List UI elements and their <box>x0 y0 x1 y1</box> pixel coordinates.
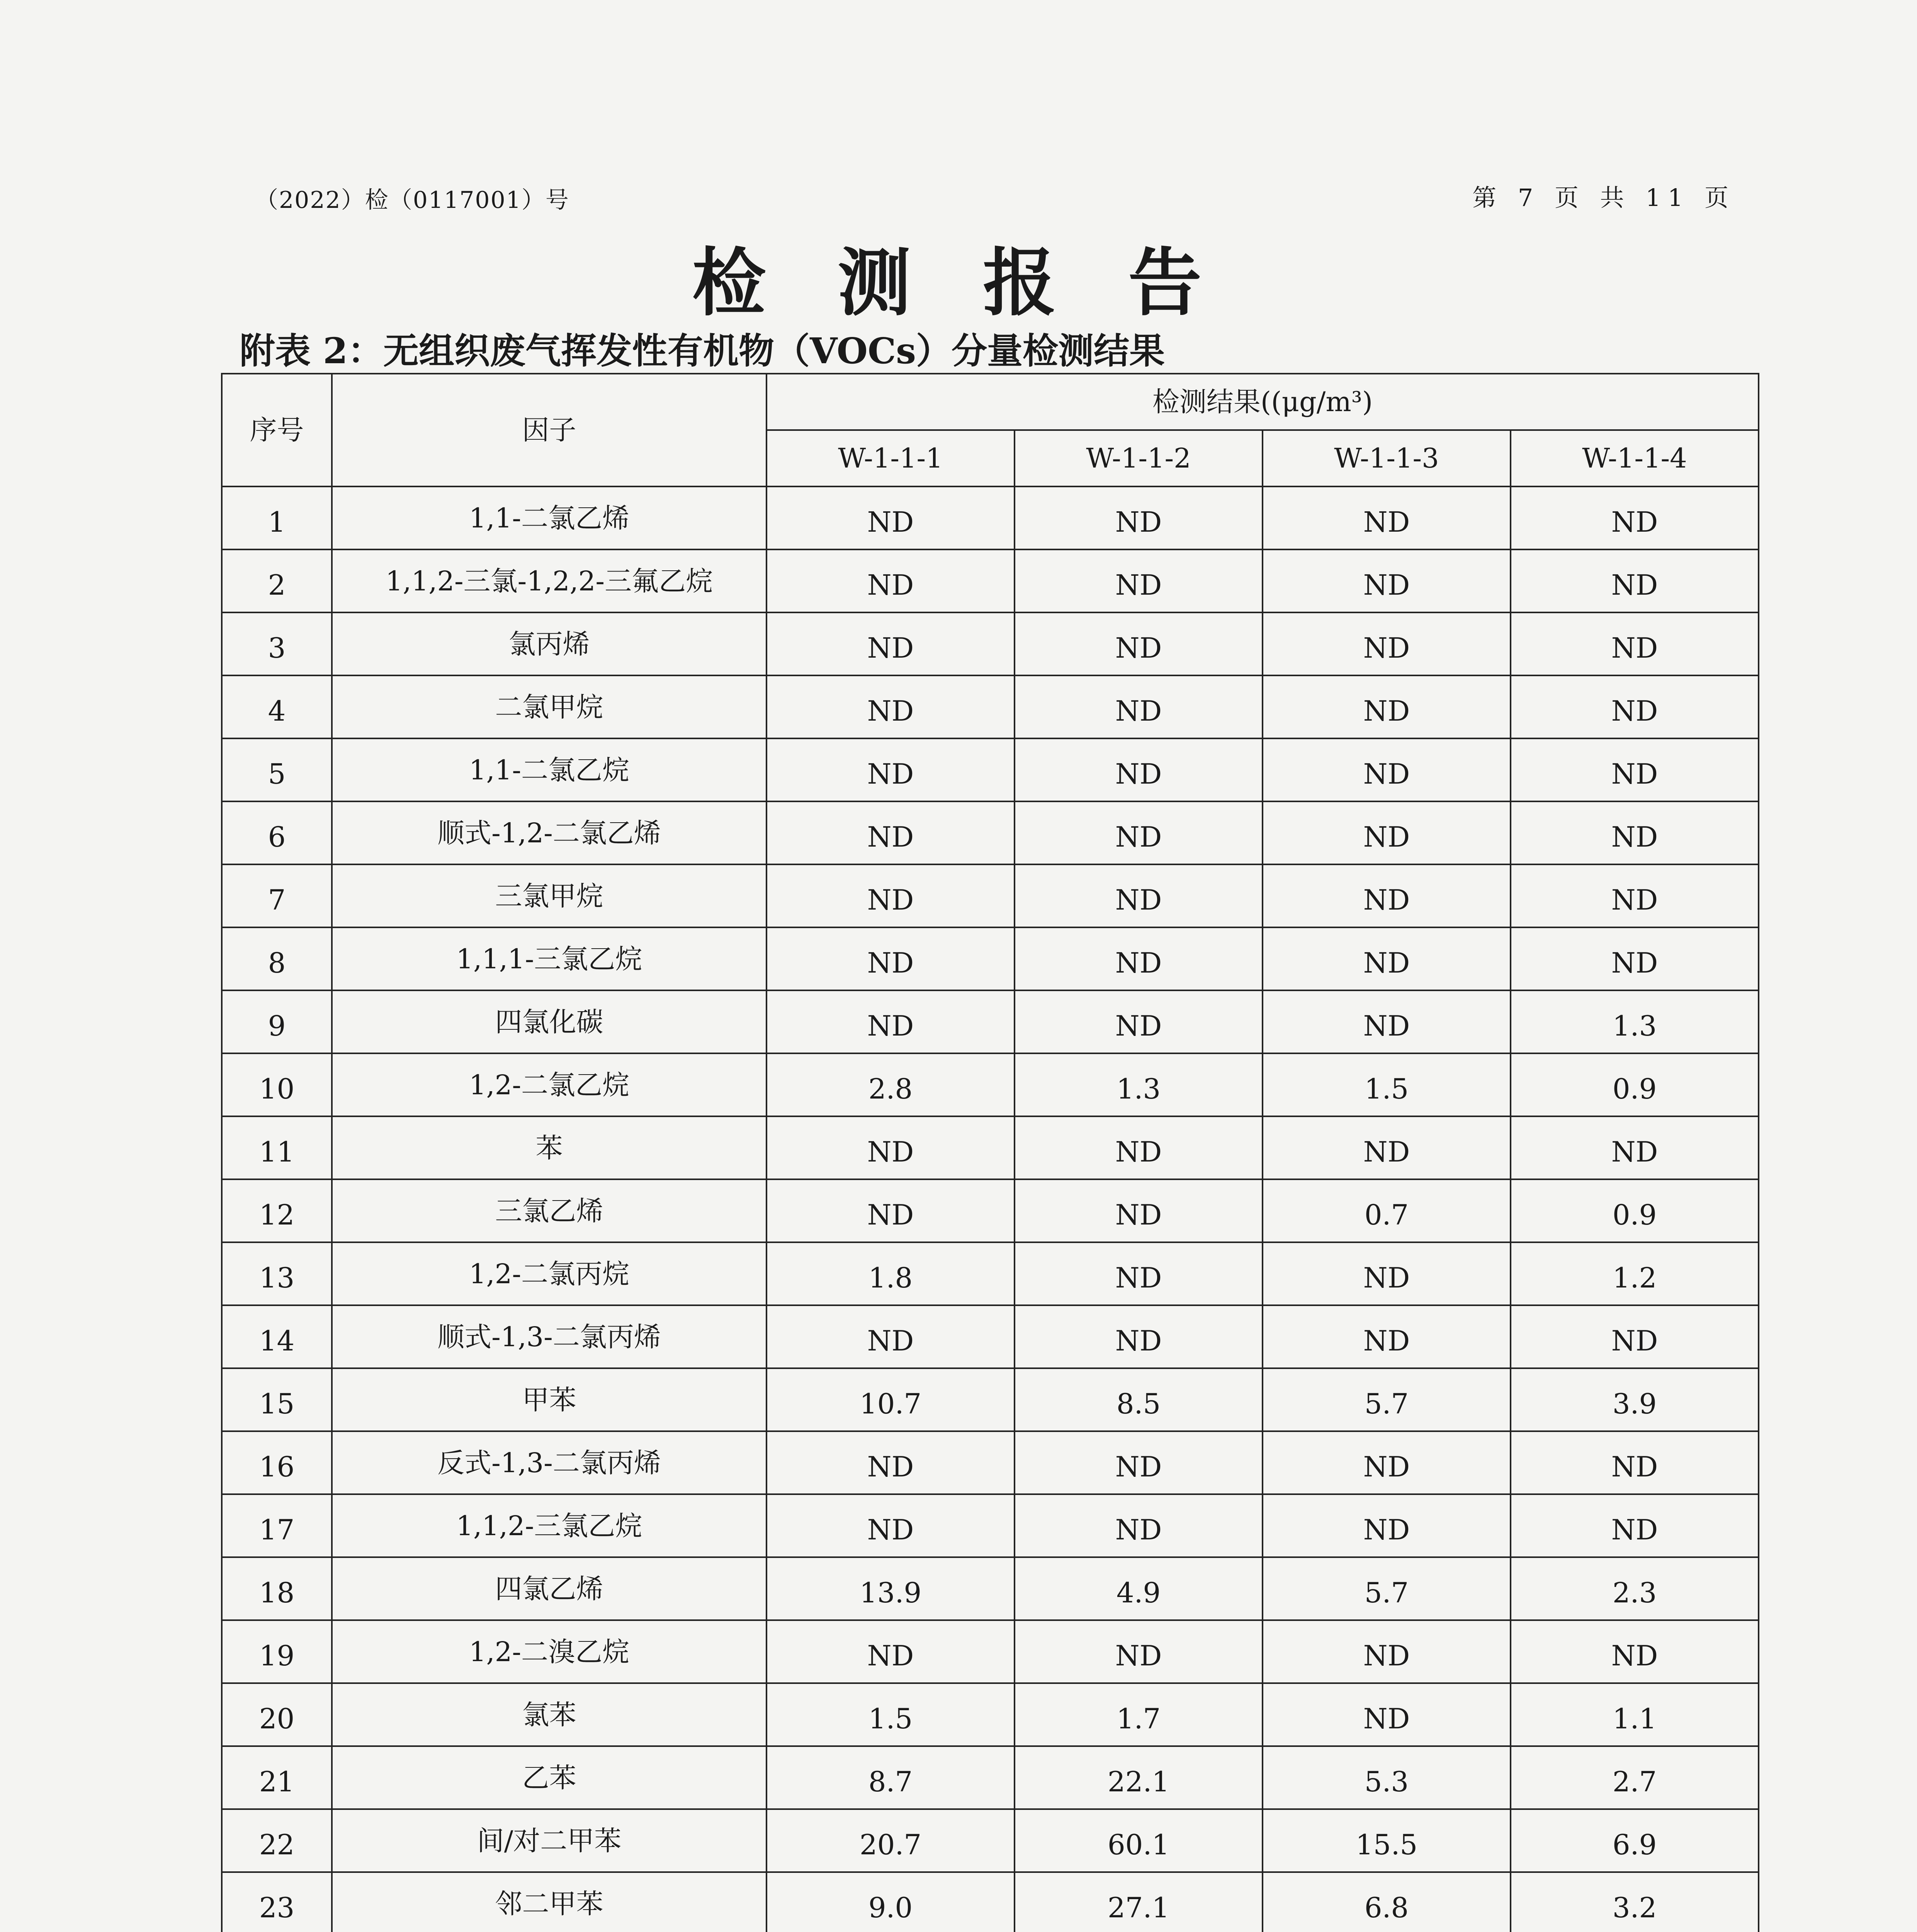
row-value: ND <box>1015 1116 1263 1179</box>
row-value: 0.9 <box>1511 1179 1759 1242</box>
table-row <box>222 1368 1759 1431</box>
header-sample: W-1-1-4 <box>1511 430 1759 486</box>
row-seq: 14 <box>222 1305 332 1368</box>
row-seq: 20 <box>222 1683 332 1746</box>
row-value: 10.7 <box>766 1368 1015 1431</box>
table-row <box>222 1557 1759 1620</box>
row-value: ND <box>1511 1431 1759 1494</box>
row-value: ND <box>1511 1620 1759 1683</box>
row-value: ND <box>1015 738 1263 801</box>
row-factor: 顺式-1,2-二氯乙烯 <box>332 801 766 864</box>
row-value: ND <box>766 801 1015 864</box>
row-factor: 三氯乙烯 <box>332 1179 766 1242</box>
row-value: 2.3 <box>1511 1557 1759 1620</box>
header-seq: 序号 <box>222 374 332 486</box>
row-seq: 18 <box>222 1557 332 1620</box>
row-value: ND <box>1015 1305 1263 1368</box>
table-row <box>222 549 1759 612</box>
row-value: 60.1 <box>1015 1809 1263 1872</box>
row-value: ND <box>1263 549 1511 612</box>
row-factor: 1,1-二氯乙烯 <box>332 486 766 549</box>
page-title: 检 测 报 告 <box>692 240 1225 326</box>
row-value: ND <box>1511 1494 1759 1557</box>
row-value: ND <box>766 1116 1015 1179</box>
row-value: ND <box>766 990 1015 1053</box>
row-seq: 22 <box>222 1809 332 1872</box>
row-seq: 17 <box>222 1494 332 1557</box>
row-value: ND <box>1263 1620 1511 1683</box>
row-seq: 16 <box>222 1431 332 1494</box>
row-value: ND <box>1015 1179 1263 1242</box>
row-value: ND <box>1263 1683 1511 1746</box>
table-row <box>222 738 1759 801</box>
row-value: ND <box>766 738 1015 801</box>
row-value: ND <box>1015 864 1263 927</box>
row-factor: 1,2-二溴乙烷 <box>332 1620 766 1683</box>
row-value: ND <box>1511 675 1759 738</box>
row-value: ND <box>766 1620 1015 1683</box>
row-value: 1.5 <box>1263 1053 1511 1116</box>
header-factor: 因子 <box>332 374 766 486</box>
header-result: 检测结果((μg/m³) <box>766 374 1759 430</box>
table-row <box>222 927 1759 990</box>
row-factor: 氯苯 <box>332 1683 766 1746</box>
row-factor: 甲苯 <box>332 1368 766 1431</box>
row-value: 13.9 <box>766 1557 1015 1620</box>
row-value: ND <box>1511 549 1759 612</box>
table-row <box>222 1179 1759 1242</box>
row-value: 2.8 <box>766 1053 1015 1116</box>
row-value: ND <box>1511 486 1759 549</box>
row-value: ND <box>1015 1431 1263 1494</box>
row-value: 15.5 <box>1263 1809 1511 1872</box>
row-value: ND <box>1511 801 1759 864</box>
row-value: ND <box>1015 486 1263 549</box>
row-value: ND <box>1263 738 1511 801</box>
row-value: 5.3 <box>1263 1746 1511 1809</box>
table-row <box>222 1872 1759 1932</box>
row-value: 2.7 <box>1511 1746 1759 1809</box>
row-value: ND <box>1015 1494 1263 1557</box>
row-value: 5.7 <box>1263 1368 1511 1431</box>
table-row <box>222 801 1759 864</box>
row-seq: 8 <box>222 927 332 990</box>
row-value: ND <box>766 1305 1015 1368</box>
row-seq: 23 <box>222 1872 332 1932</box>
header-sample: W-1-1-1 <box>766 430 1015 486</box>
row-value: ND <box>1263 864 1511 927</box>
row-factor: 三氯甲烷 <box>332 864 766 927</box>
row-factor: 1,1-二氯乙烷 <box>332 738 766 801</box>
row-factor: 苯 <box>332 1116 766 1179</box>
row-value: 1.1 <box>1511 1683 1759 1746</box>
row-seq: 3 <box>222 612 332 675</box>
row-value: ND <box>1511 1305 1759 1368</box>
row-value: 1.3 <box>1511 990 1759 1053</box>
table-caption: 附表 2：无组织废气挥发性有机物（VOCs）分量检测结果 <box>240 330 1165 372</box>
row-value: 1.3 <box>1015 1053 1263 1116</box>
row-seq: 9 <box>222 990 332 1053</box>
row-factor: 间/对二甲苯 <box>332 1809 766 1872</box>
row-value: ND <box>1263 1116 1511 1179</box>
row-value: ND <box>1263 927 1511 990</box>
row-value: 4.9 <box>1015 1557 1263 1620</box>
row-value: 6.9 <box>1511 1809 1759 1872</box>
row-value: ND <box>1015 1242 1263 1305</box>
header-sample: W-1-1-2 <box>1015 430 1263 486</box>
results-table <box>221 373 1759 1932</box>
row-value: ND <box>1263 1305 1511 1368</box>
row-value: 6.8 <box>1263 1872 1511 1932</box>
row-value: ND <box>1015 1620 1263 1683</box>
row-factor: 1,1,2-三氯乙烷 <box>332 1494 766 1557</box>
row-value: ND <box>766 1179 1015 1242</box>
row-value: ND <box>766 927 1015 990</box>
row-value: ND <box>1015 990 1263 1053</box>
table-row <box>222 1053 1759 1116</box>
table-row <box>222 1431 1759 1494</box>
row-value: ND <box>1263 1494 1511 1557</box>
row-value: ND <box>1511 612 1759 675</box>
row-value: ND <box>1015 675 1263 738</box>
row-value: 27.1 <box>1015 1872 1263 1932</box>
table-row <box>222 990 1759 1053</box>
row-value: 3.2 <box>1511 1872 1759 1932</box>
row-value: ND <box>1015 549 1263 612</box>
row-value: 5.7 <box>1263 1557 1511 1620</box>
table-row <box>222 675 1759 738</box>
table-row <box>222 1620 1759 1683</box>
row-value: 22.1 <box>1015 1746 1263 1809</box>
row-value: ND <box>1263 675 1511 738</box>
row-seq: 12 <box>222 1179 332 1242</box>
row-seq: 5 <box>222 738 332 801</box>
row-factor: 1,2-二氯丙烷 <box>332 1242 766 1305</box>
row-factor: 四氯乙烯 <box>332 1557 766 1620</box>
row-value: ND <box>766 549 1015 612</box>
row-seq: 11 <box>222 1116 332 1179</box>
row-value: ND <box>1263 612 1511 675</box>
row-value: 1.5 <box>766 1683 1015 1746</box>
row-seq: 10 <box>222 1053 332 1116</box>
row-value: 0.7 <box>1263 1179 1511 1242</box>
row-value: ND <box>766 864 1015 927</box>
row-seq: 21 <box>222 1746 332 1809</box>
row-value: ND <box>766 1494 1015 1557</box>
row-value: ND <box>766 675 1015 738</box>
row-value: ND <box>1511 927 1759 990</box>
row-value: 0.9 <box>1511 1053 1759 1116</box>
row-value: ND <box>1263 1242 1511 1305</box>
row-value: ND <box>1511 1116 1759 1179</box>
table-row <box>222 1683 1759 1746</box>
table-row <box>222 864 1759 927</box>
row-factor: 邻二甲苯 <box>332 1872 766 1932</box>
row-seq: 19 <box>222 1620 332 1683</box>
table-row <box>222 612 1759 675</box>
row-factor: 氯丙烯 <box>332 612 766 675</box>
row-value: ND <box>1015 801 1263 864</box>
row-seq: 2 <box>222 549 332 612</box>
row-value: ND <box>1015 612 1263 675</box>
row-seq: 7 <box>222 864 332 927</box>
row-seq: 6 <box>222 801 332 864</box>
row-value: ND <box>1263 801 1511 864</box>
row-factor: 二氯甲烷 <box>332 675 766 738</box>
row-value: 8.5 <box>1015 1368 1263 1431</box>
row-value: ND <box>1511 864 1759 927</box>
row-value: ND <box>1263 1431 1511 1494</box>
row-seq: 1 <box>222 486 332 549</box>
row-value: ND <box>1263 990 1511 1053</box>
table-row <box>222 1242 1759 1305</box>
header-sample: W-1-1-3 <box>1263 430 1511 486</box>
page-indicator: 第 7 页 共 11 页 <box>1472 184 1735 212</box>
table-row <box>222 1305 1759 1368</box>
row-seq: 15 <box>222 1368 332 1431</box>
table-row <box>222 1494 1759 1557</box>
row-value: 1.8 <box>766 1242 1015 1305</box>
row-value: ND <box>766 1431 1015 1494</box>
row-factor: 反式-1,3-二氯丙烯 <box>332 1431 766 1494</box>
row-factor: 1,1,1-三氯乙烷 <box>332 927 766 990</box>
table-row <box>222 1116 1759 1179</box>
document-number: （2022）检（0117001）号 <box>255 187 569 214</box>
row-value: 8.7 <box>766 1746 1015 1809</box>
row-value: ND <box>766 486 1015 549</box>
row-value: 1.2 <box>1511 1242 1759 1305</box>
row-value: 20.7 <box>766 1809 1015 1872</box>
row-factor: 四氯化碳 <box>332 990 766 1053</box>
row-value: 3.9 <box>1511 1368 1759 1431</box>
row-value: ND <box>766 612 1015 675</box>
row-seq: 13 <box>222 1242 332 1305</box>
row-factor: 顺式-1,3-二氯丙烯 <box>332 1305 766 1368</box>
table-row <box>222 1746 1759 1809</box>
row-value: ND <box>1015 927 1263 990</box>
row-seq: 4 <box>222 675 332 738</box>
row-value: 9.0 <box>766 1872 1015 1932</box>
row-value: ND <box>1263 486 1511 549</box>
row-factor: 乙苯 <box>332 1746 766 1809</box>
row-factor: 1,1,2-三氯-1,2,2-三氟乙烷 <box>332 549 766 612</box>
row-value: 1.7 <box>1015 1683 1263 1746</box>
table-row <box>222 1809 1759 1872</box>
table-body <box>222 486 1759 1932</box>
row-value: ND <box>1511 738 1759 801</box>
table-row <box>222 486 1759 549</box>
row-factor: 1,2-二氯乙烷 <box>332 1053 766 1116</box>
